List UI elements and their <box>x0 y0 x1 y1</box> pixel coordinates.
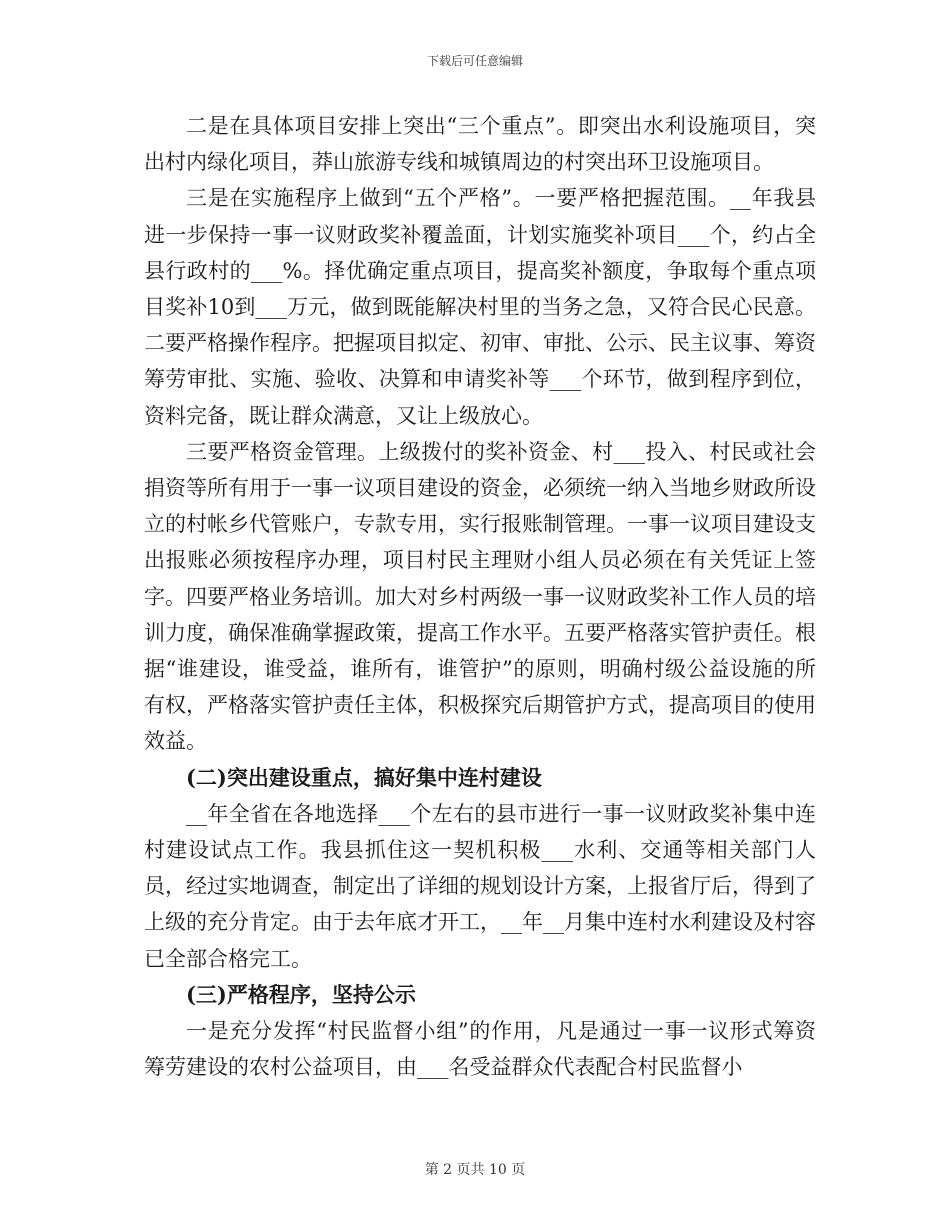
paragraph-2: 三是在实施程序上做到“五个严格”。一要严格把握范围。__年我县进一步保持一事一议财政奖补覆盖面，计划实施奖补项目___个，约占全县行政村的___%。择优确定重点项目，提高奖补额度，争取每个重点项目奖补10到___万元，做到既能解决村里的当务之急，又符合民心民意。二要严格操作程序。把握项目拟定、初审、审批、公示、民主议事、筹资筹劳审批、实施、验收、决算和申请奖补等___个环节，做到程序到位，资料完备，既让群众满意，又让上级放心。 <box>144 186 816 428</box>
paragraph-3: 三要严格资金管理。上级拨付的奖补资金、村___投入、村民或社会捐资等所有用于一事一议项目建设的资金，必须统一纳入当地乡财政所设立的村帐乡代管账户，专款专用，实行报账制管理。一事一议项目建设支出报账必须按程序办理，项目村民主理财小组人员必须在有关凭证上签字。四要严格业务培训。加大对乡村两级一事一议财政奖补工作人员的培训力度，确保准确掌握政策，提高工作水平。五要严格落实管护责任。根据“谁建设，谁受益，谁所有，谁管护”的原则，明确村级公益设施的所有权，严格落实管护责任主体，积极探究后期管护方式，提高项目的使用效益。 <box>144 439 816 754</box>
page-footer: 第 2 页共 10 页 <box>424 1162 526 1178</box>
section-heading-3: (三)严格程序，坚持公示 <box>186 981 416 1007</box>
page-header: 下载后可任意编辑 <box>426 54 523 68</box>
paragraph-1: 二是在具体项目安排上突出“三个重点”。即突出水利设施项目，突出村内绿化项目，莽山旅游专线和城镇周边的村突出环卫设施项目。 <box>144 114 816 175</box>
section-heading-2: (二)突出建设重点，搞好集中连村建设 <box>186 764 542 790</box>
paragraph-4: __年全省在各地选择___个左右的县市进行一事一议财政奖补集中连村建设试点工作。我县抓住这一契机积极___水利、交通等相关部门人员，经过实地调查，制定出了详细的规划设计方案，上报省厅后，得到了上级的充分肯定。由于去年底才开工，__年__月集中连村水利建设及村容已全部合格完工。 <box>144 801 816 971</box>
document-body <box>144 108 816 1085</box>
paragraph-5: 一是充分发挥“村民监督小组”的作用，凡是通过一事一议形式筹资筹劳建设的农村公益项目，由___名受益群众代表配合村民监督小 <box>144 1019 816 1080</box>
